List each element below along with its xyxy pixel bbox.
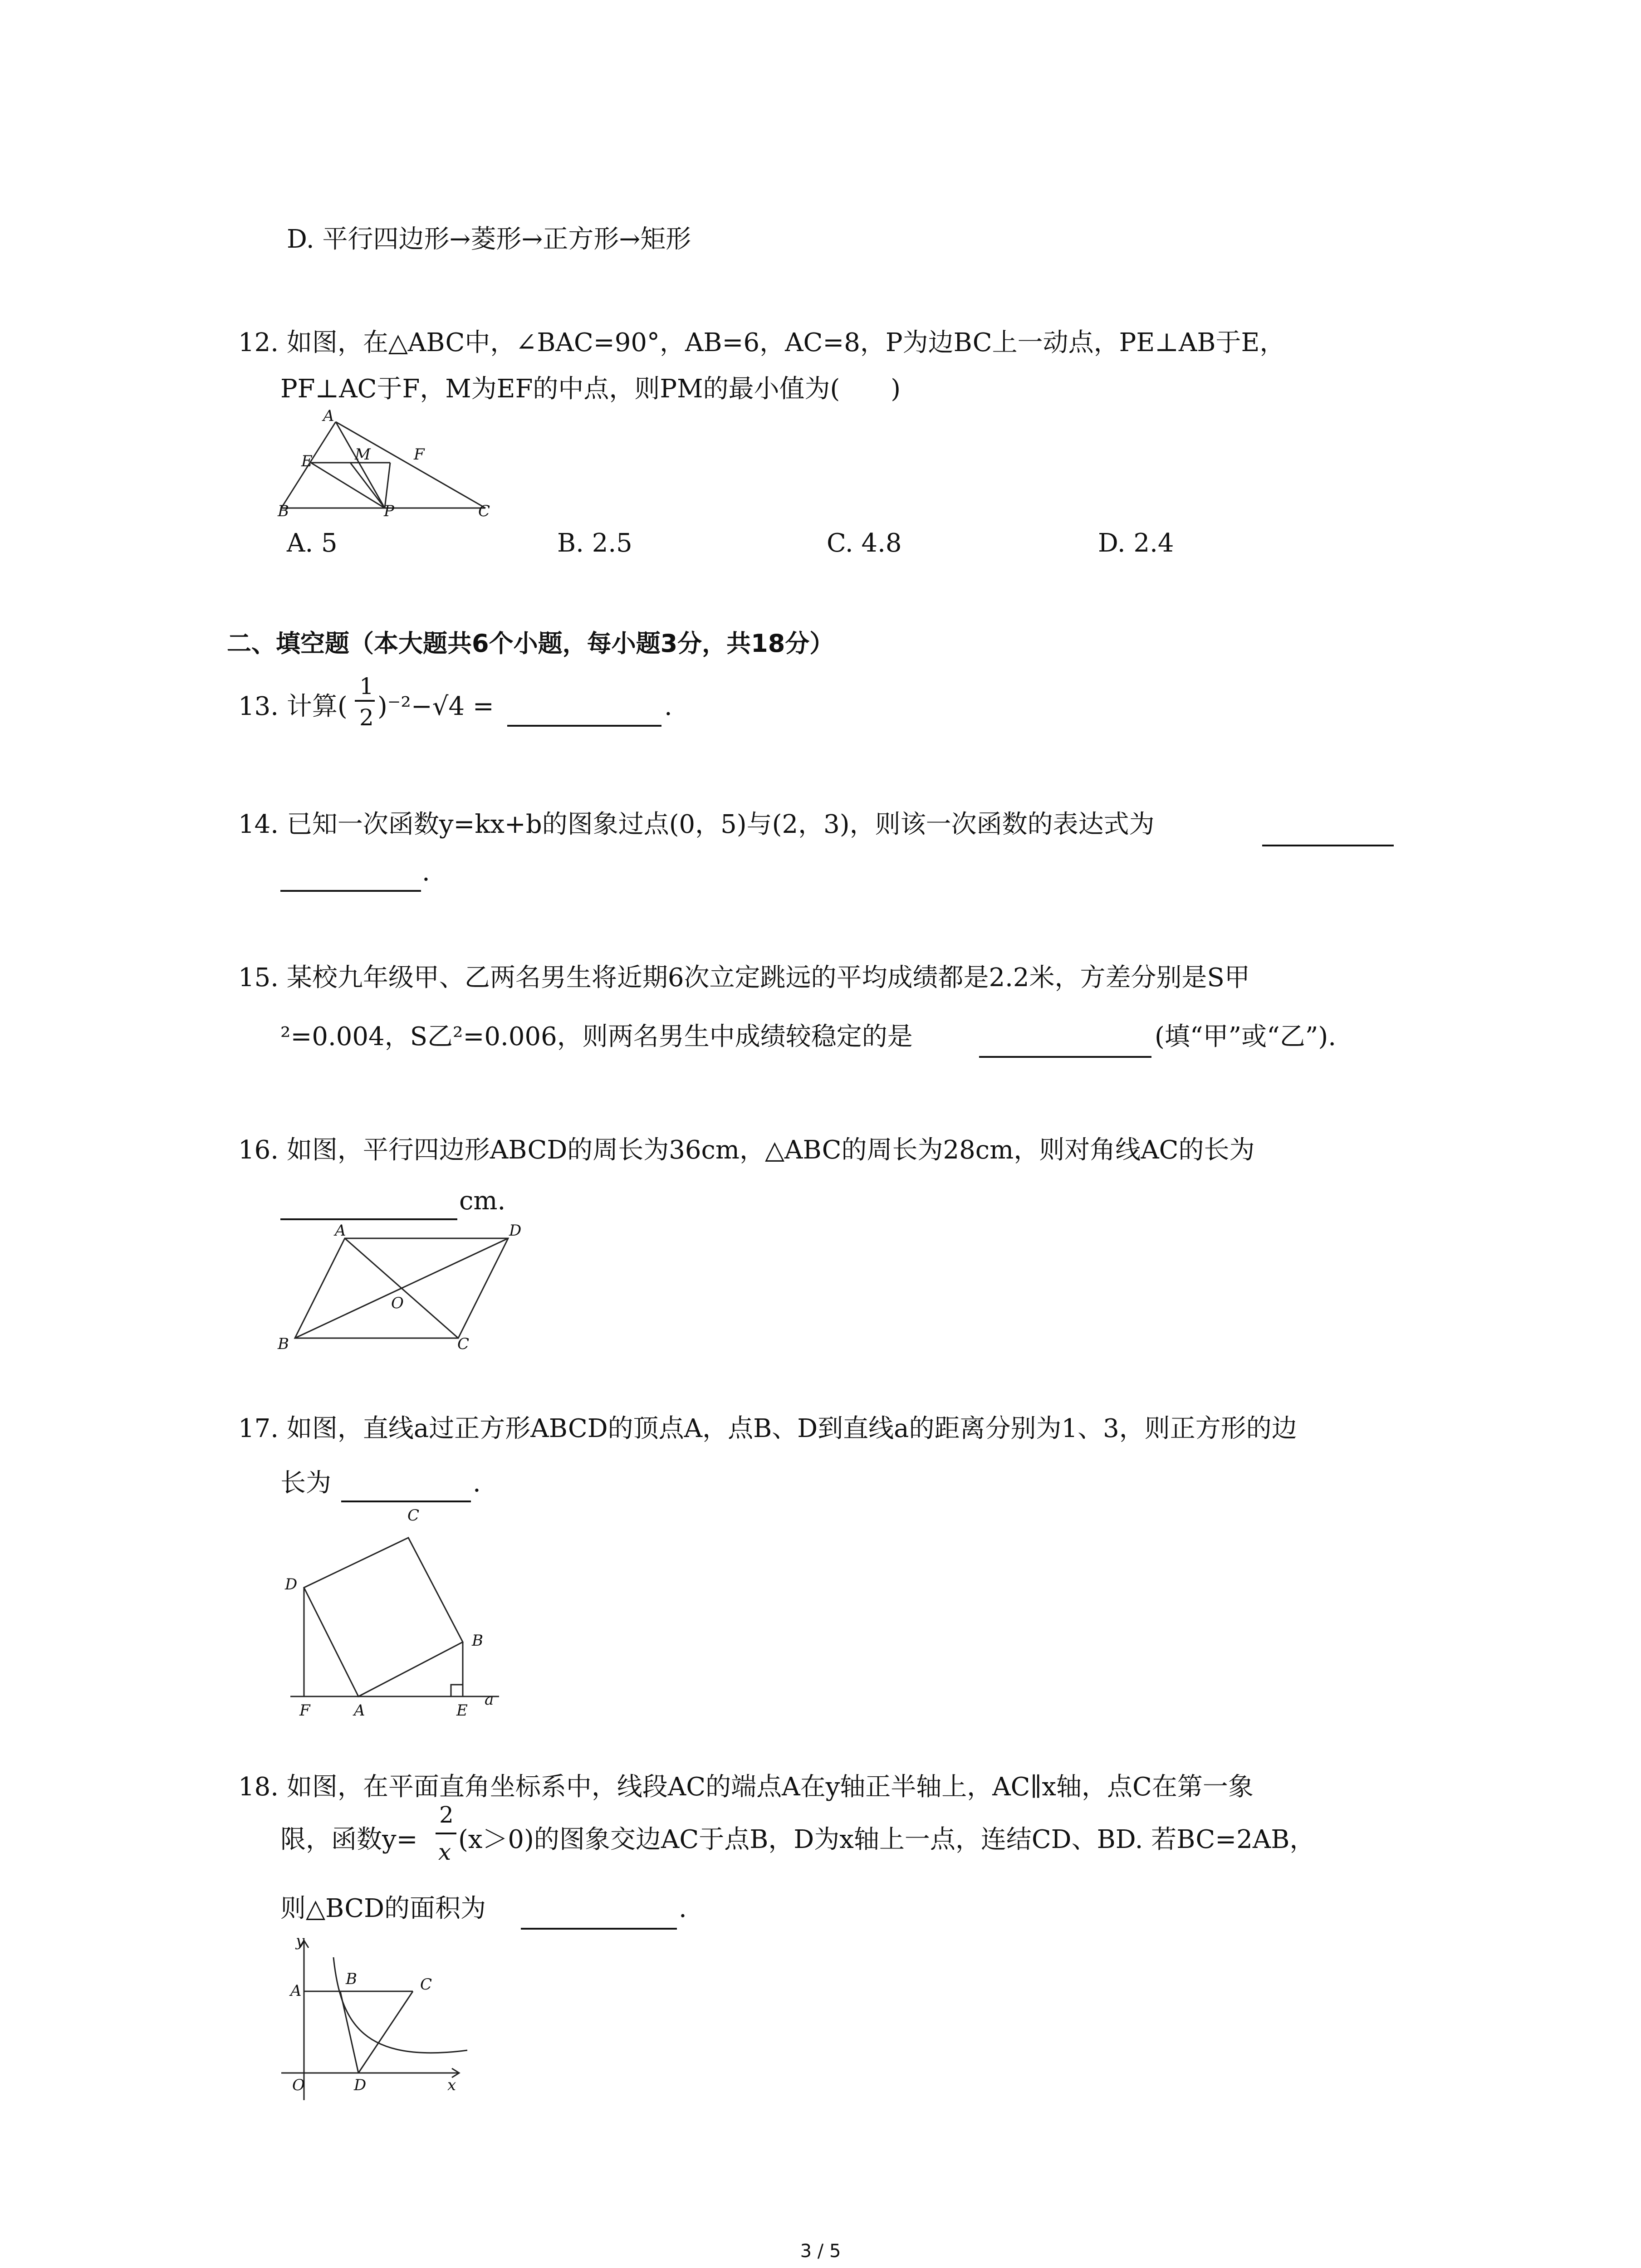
q16-label-c: C	[457, 1335, 470, 1353]
q13-middle: )⁻²−√4 =	[377, 692, 494, 721]
page-number: 3 / 5	[800, 2241, 841, 2262]
q16-answer-blank[interactable]	[280, 1217, 457, 1220]
q18-label-x: x	[447, 2076, 456, 2094]
section-title: 二、填空题（本大题共6个小题，每小题3分，共18分）	[227, 629, 834, 658]
q18-label-a: A	[290, 1982, 302, 2000]
q17-figure	[286, 1506, 513, 1710]
q12-label-p: P	[384, 502, 394, 520]
q16-label-o: O	[391, 1294, 404, 1312]
q17-label-e: E	[456, 1701, 468, 1720]
q15-line2-b: (填“甲”或“乙”).	[1155, 1022, 1337, 1051]
q12-line1: 12. 如图，在△ABC中，∠BAC=90°，AB=6，AC=8，P为边BC上一动点，PE⊥AB于E，	[238, 328, 1285, 357]
q16-label-a: A	[335, 1222, 346, 1240]
q15-line2-a: ²=0.004，S乙²=0.006，则两名男生中成绩较稳定的是	[280, 1022, 913, 1051]
q12-line2: PF⊥AC于F，M为EF的中点，则PM的最小值为( )	[280, 374, 901, 404]
q16-label-b: B	[278, 1335, 289, 1353]
q14-answer-blank-2[interactable]	[280, 889, 421, 892]
q18-figure	[277, 1937, 476, 2109]
q12-label-e: E	[301, 452, 313, 470]
q17-label-a: A	[354, 1701, 365, 1720]
q14-answer-blank-1[interactable]	[1262, 844, 1394, 846]
q12-option-c: C. 4.8	[827, 528, 902, 558]
q12-option-d: D. 2.4	[1098, 528, 1174, 558]
q16-figure	[286, 1222, 531, 1352]
q18-line2-a: 限，函数y=	[280, 1825, 418, 1854]
q12-label-f: F	[414, 445, 425, 464]
q18-label-o: O	[292, 2076, 305, 2094]
q16-label-d: D	[509, 1222, 522, 1240]
q12-label-a: A	[323, 407, 334, 425]
q13-prefix: 13. 计算(	[238, 692, 348, 721]
q18-label-b: B	[346, 1970, 357, 1988]
q13-answer-blank[interactable]	[507, 724, 661, 727]
q13-frac-den: 2	[359, 704, 374, 731]
q17-line1: 17. 如图，直线a过正方形ABCD的顶点A，点B、D到直线a的距离分别为1、3，则正方形的边	[238, 1414, 1297, 1443]
q12-label-m: M	[355, 445, 371, 464]
q13-frac-bar	[355, 700, 375, 702]
q13-frac-num: 1	[359, 673, 374, 699]
q18-end: .	[679, 1894, 687, 1923]
q17-end: .	[473, 1468, 481, 1498]
q17-line2: 长为	[280, 1468, 331, 1498]
q12-label-c: C	[478, 502, 490, 520]
q14-line1: 14. 已知一次函数y=kx+b的图象过点(0，5)与(2，3)，则该一次函数的表达式为	[238, 810, 1155, 839]
q18-line1: 18. 如图，在平面直角坐标系中，线段AC的端点A在y轴正半轴上，AC∥x轴，点C在第一象	[238, 1772, 1254, 1802]
q17-label-b: B	[472, 1632, 483, 1650]
q18-label-y: y	[296, 1932, 305, 1950]
q17-label-line-a: a	[485, 1691, 494, 1709]
q17-label-d: D	[285, 1575, 298, 1593]
q16-line1: 16. 如图，平行四边形ABCD的周长为36cm，△ABC的周长为28cm，则对角线AC的长为	[238, 1135, 1255, 1165]
q18-label-d: D	[354, 2076, 367, 2094]
q18-label-c: C	[420, 1975, 432, 1994]
q14-end: .	[422, 857, 430, 887]
q18-frac-bar	[436, 1833, 456, 1834]
q17-answer-blank[interactable]	[341, 1500, 471, 1502]
q18-frac-den: x	[438, 1839, 451, 1865]
q17-label-c: C	[407, 1506, 420, 1525]
q15-answer-blank[interactable]	[979, 1055, 1151, 1058]
q11-option-d: D. 平行四边形→菱形→正方形→矩形	[287, 225, 691, 254]
q18-answer-blank[interactable]	[521, 1927, 677, 1930]
q12-option-a: A. 5	[287, 528, 338, 558]
q12-label-b: B	[278, 502, 289, 520]
q15-line1: 15. 某校九年级甲、乙两名男生将近期6次立定跳远的平均成绩都是2.2米，方差分别是S甲	[238, 963, 1250, 992]
q16-end: cm.	[459, 1186, 506, 1216]
q13-end: .	[664, 692, 672, 721]
q17-label-f: F	[299, 1701, 310, 1720]
q12-option-b: B. 2.5	[557, 528, 632, 558]
q18-frac-num: 2	[439, 1802, 454, 1828]
q18-line2-b: (x＞0)的图象交边AC于点B，D为x轴上一点，连结CD、BD. 若BC=2AB，	[458, 1825, 1315, 1854]
q18-line3: 则△BCD的面积为	[280, 1894, 486, 1923]
